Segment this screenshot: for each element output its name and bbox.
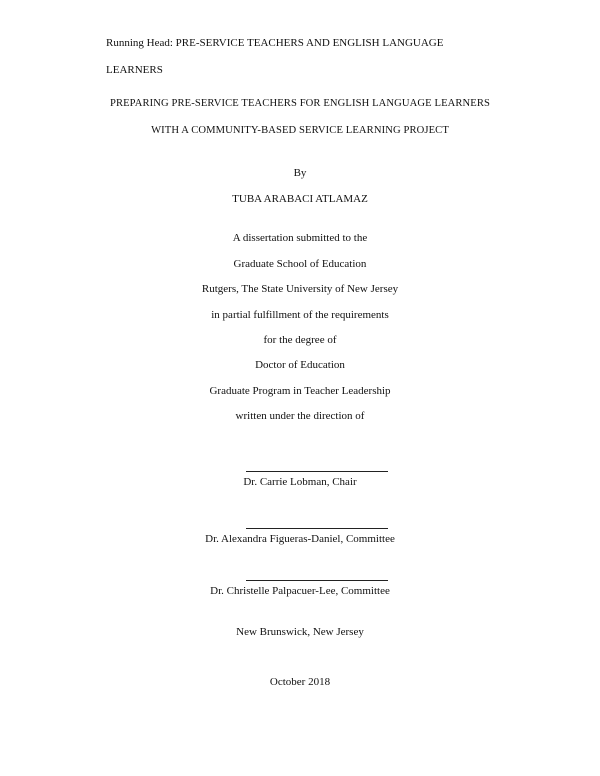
submission-line-1: A dissertation submitted to the <box>232 232 368 244</box>
author-name: TUBA ARABACI ATLAMAZ <box>232 193 368 205</box>
committee-member-2: Dr. Christelle Palpacuer-Lee, Committee <box>210 585 390 597</box>
running-head-line-1: Running Head: PRE-SERVICE TEACHERS AND ENGLISH LANGUAGE <box>106 37 444 49</box>
committee-chair: Dr. Carrie Lobman, Chair <box>243 476 357 488</box>
signature-line-committee-1 <box>246 528 388 529</box>
submission-line-2: Graduate School of Education <box>233 258 367 270</box>
submission-line-6: Doctor of Education <box>255 359 345 371</box>
location: New Brunswick, New Jersey <box>236 626 364 638</box>
signature-line-chair <box>246 471 388 472</box>
date: October 2018 <box>269 676 331 688</box>
by-label: By <box>293 167 307 179</box>
submission-line-7: Graduate Program in Teacher Leadership <box>209 385 391 397</box>
submission-line-8: written under the direction of <box>235 410 365 422</box>
submission-line-3: Rutgers, The State University of New Jersey <box>201 283 399 295</box>
signature-line-committee-2 <box>246 580 388 581</box>
dissertation-title-line-1: PREPARING PRE-SERVICE TEACHERS FOR ENGLISH LANGUAGE LEARNERS <box>109 98 491 109</box>
running-head-line-2: LEARNERS <box>106 64 163 76</box>
dissertation-title-line-2: WITH A COMMUNITY-BASED SERVICE LEARNING PROJECT <box>151 125 449 136</box>
committee-member-1: Dr. Alexandra Figueras-Daniel, Committee <box>205 533 395 545</box>
submission-line-5: for the degree of <box>263 334 337 346</box>
submission-line-4: in partial fulfillment of the requirements <box>211 309 389 321</box>
